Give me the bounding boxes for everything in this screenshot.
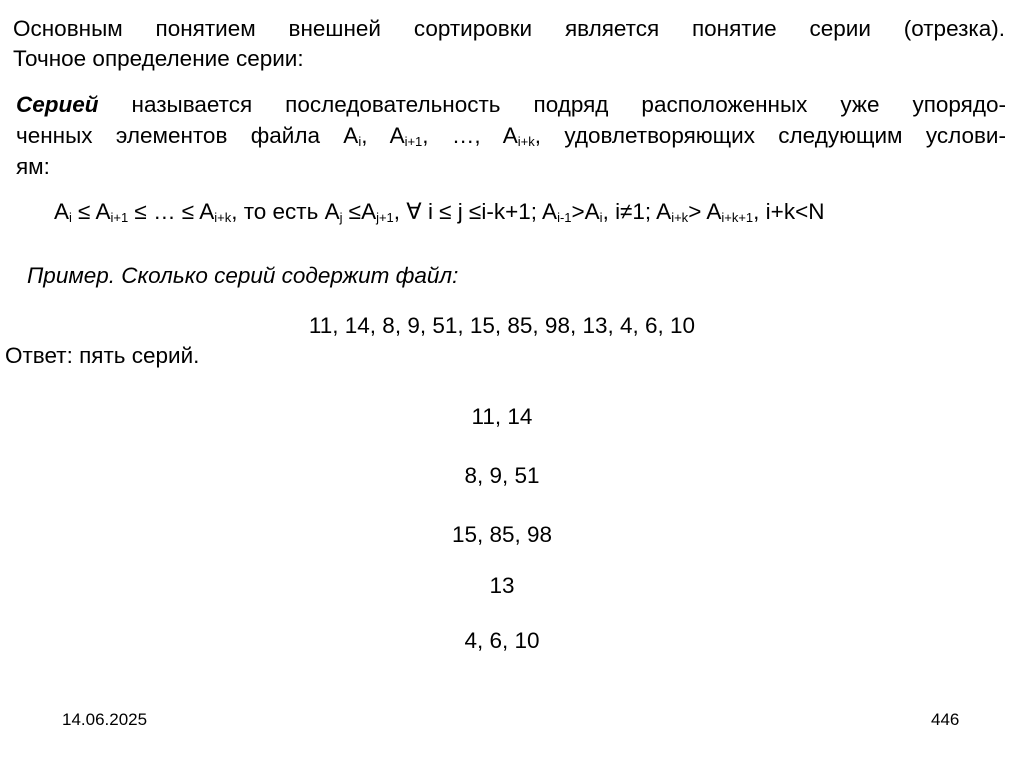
example-sequence: 11, 14, 8, 9, 51, 15, 85, 98, 13, 4, 6, 10 — [308, 313, 696, 338]
intro-line-2: Точное определение серии: — [13, 46, 304, 71]
series-formula: $A_i \le A_{i+1}$ ≤ … ≤ $A_{i+k}$, то есть $A_j \le A_{j+1}$, ∀ i ≤ j ≤i-k+1; $A_{i-1}>A_i$, i≠1; $A_{i+k}> A_{i+k+1}$, i+k<N — [54, 199, 825, 225]
example-answer: Ответ: пять серий. — [5, 343, 200, 368]
page-number: 446 — [931, 710, 960, 729]
example-question: Пример. Сколько серий содержит файл: — [27, 263, 459, 288]
definition-term: Серией — [16, 92, 99, 117]
definition-line-2: ченных элементов файла $A_i$, $A_{i+1}$, …, $A_{i+k}$, удовлетворяющих следующим услови- — [16, 123, 1006, 149]
definition-line-1: Серией называется последовательность подряд расположенных уже упорядо- — [16, 92, 1006, 117]
run-item: 8, 9, 51 — [464, 463, 540, 488]
intro-paragraph — [13, 14, 1005, 74]
run-item: 15, 85, 98 — [451, 522, 553, 547]
series-definition — [16, 89, 1006, 182]
footer-date: 14.06.2025 — [62, 710, 148, 729]
definition-line-3: ям: — [16, 154, 50, 179]
intro-line-1: Основным понятием внешней сортировки является понятие серии (отрезка). — [13, 16, 1005, 41]
run-item: 13 — [489, 573, 515, 598]
run-item: 4, 6, 10 — [464, 628, 540, 653]
run-item: 11, 14 — [471, 404, 533, 429]
